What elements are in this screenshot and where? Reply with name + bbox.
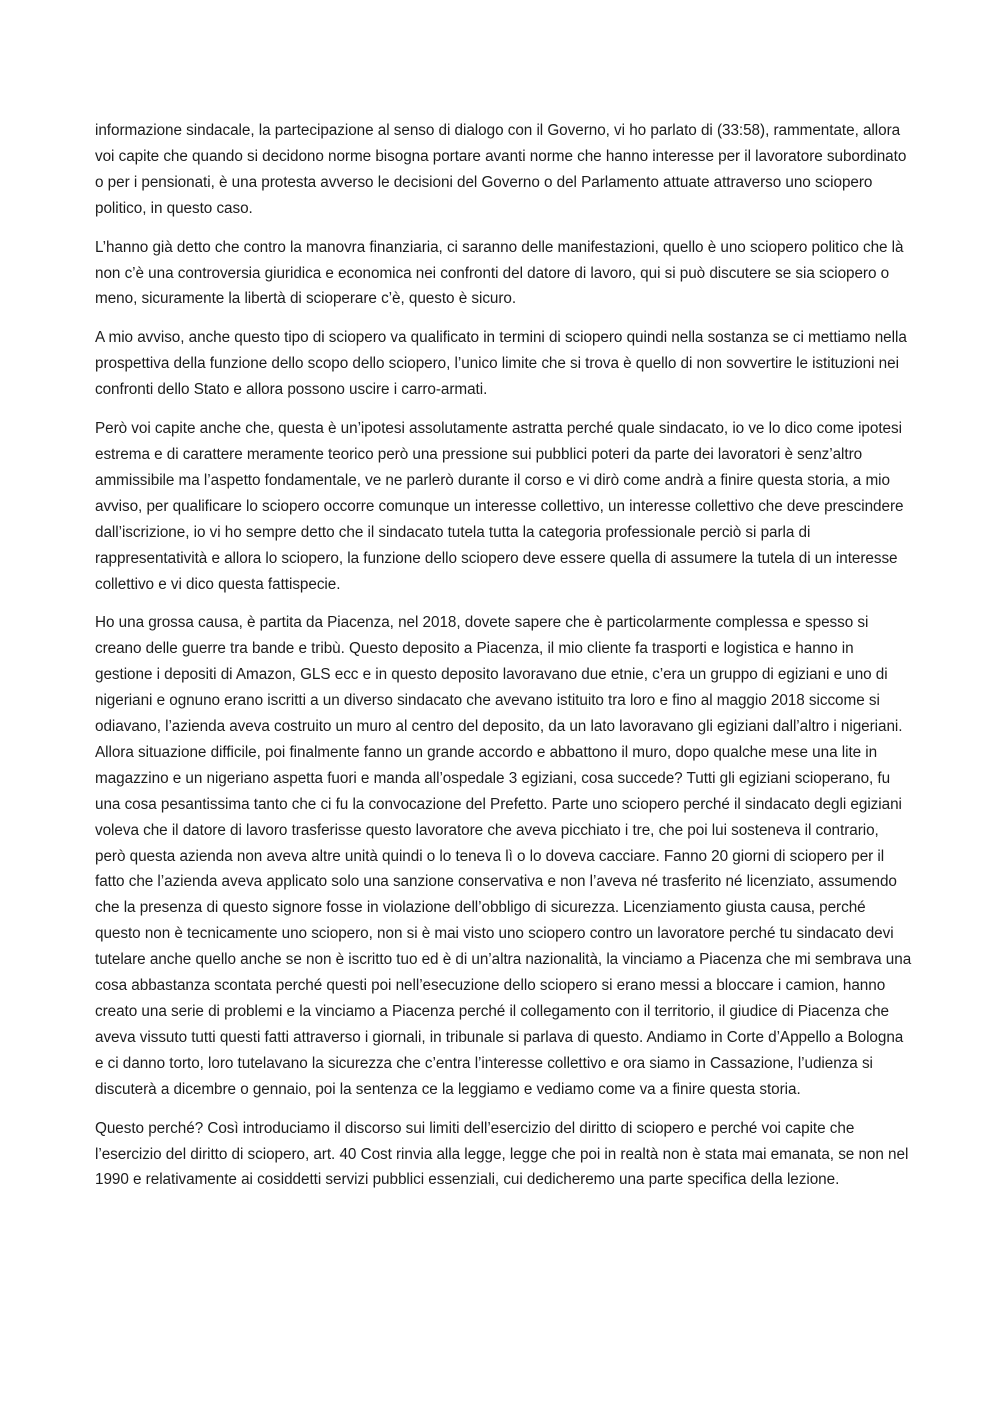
- paragraph-5: Ho una grossa causa, è partita da Piacenza, nel 2018, dovete sapere che è particolarmente complessa e spesso si creano delle guerre tra bande e tribù. Questo deposito a Piacenza, il mio cliente fa trasporti e logistica e hanno in gestione i depositi di Amazon, GLS ecc e in questo deposito lavoravano due etnie, c’era un gruppo di egiziani e uno di nigeriani e ognuno erano iscritti a un diverso sindacato che avevano istituito tra loro e fino al maggio 2018 siccome si odiavano, l’azienda aveva costruito un muro al centro del deposito, da un lato lavoravano gli egiziani dall’altro i nigeriani. Allora situazione difficile, poi finalmente fanno un grande accordo e abbattono il muro, dopo qualche mese una lite in magazzino e un nigeriano aspetta fuori e manda all’ospedale 3 egiziani, cosa succede? Tutti gli egiziani scioperano, fu una cosa pesantissima tanto che ci fu la convocazione del Prefetto. Parte uno sciopero perché il sindacato degli egiziani voleva che il datore di lavoro trasferisse questo lavoratore che aveva picchiato i tre, che poi lui sosteneva il contrario, però questa azienda non aveva altre unità quindi o lo teneva lì o lo doveva cacciare. Fanno 20 giorni di sciopero per il fatto che l’azienda aveva applicato solo una sanzione conservativa e non l’aveva né trasferito né licenziato, assumendo che la presenza di questo signore fosse in violazione dell’obbligo di sicurezza. Licenziamento giusta causa, perché questo non è tecnicamente uno sciopero, non si è mai visto uno sciopero contro un lavoratore perché tu sindacato devi tutelare anche quello anche se non è iscritto tuo ed è di un’altra nazionalità, la vinciamo a Piacenza che mi sembrava una cosa abbastanza scontata perché questi poi nell’esecuzione dello sciopero si erano messi a bloccare i camion, hanno creato una serie di problemi e la vinciamo a Piacenza perché il collegamento con il territorio, il giudice di Piacenza che aveva vissuto tutti questi fatti attraverso i giornali, in tribunale si parlava di questo. Andiamo in Corte d’Appello a Bologna e ci danno torto, loro tutelavano la sicurezza che c’entra l’interesse collettivo e ora siamo in Cassazione, l’udienza si discuterà a dicembre o gennaio, poi la sentenza ce la leggiamo e vediamo come va a finire questa storia.: [95, 614, 912, 1098]
- document-page: [95, 118, 913, 1206]
- paragraph-1: informazione sindacale, la partecipazione al senso di dialogo con il Governo, vi ho parlato di (33:58), rammentate, allora voi capite che quando si decidono norme bisogna portare avanti norme che hanno interesse per il lavoratore subordinato o per i pensionati, è una protesta avverso le decisioni del Governo o del Parlamento attuate attraverso uno sciopero politico, in questo caso.: [95, 122, 907, 217]
- paragraph-2: L’hanno già detto che contro la manovra finanziaria, ci saranno delle manifestazioni, quello è uno sciopero politico che là non c’è una controversia giuridica e economica nei confronti del datore di lavoro, qui si può discutere se sia sciopero o meno, sicuramente la libertà di scioperare c’è, questo è sicuro.: [95, 238, 904, 308]
- paragraph-6: Questo perché? Così introduciamo il discorso sui limiti dell’esercizio del diritto di sciopero e perché voi capite che l’esercizio del diritto di sciopero, art. 40 Cost rinvia alla legge, legge che poi in realtà non è stata mai emanata, se non nel 1990 e relativamente ai cosiddetti servizi pubblici essenziali, cui dedicheremo una parte specifica della lezione.: [95, 1119, 909, 1189]
- paragraph-4: Però voi capite anche che, questa è un’ipotesi assolutamente astratta perché quale sindacato, io ve lo dico come ipotesi estrema e di carattere meramente teorico però una pressione sui pubblici poteri da parte dei lavoratori è senz’altro ammissibile ma l’aspetto fondamentale, ve ne parlerò durante il corso e vi dirò come andrà a finire questa storia, a mio avviso, per qualificare lo sciopero occorre comunque un interesse collettivo, un interesse collettivo che deve prescindere dall’iscrizione, io vi ho sempre detto che il sindacato tutela tutta la categoria professionale perciò si parla di rappresentatività e allora lo sciopero, la funzione dello sciopero deve essere quella di assumere la tutela di un interesse collettivo e vi dico questa fattispecie.: [95, 420, 904, 593]
- paragraph-3: A mio avviso, anche questo tipo di sciopero va qualificato in termini di sciopero quindi nella sostanza se ci mettiamo nella prospettiva della funzione dello scopo dello sciopero, l’unico limite che si trova è quello di non sovvertire le istituzioni nei confronti dello Stato e allora possono uscire i carro-armati.: [95, 329, 907, 399]
